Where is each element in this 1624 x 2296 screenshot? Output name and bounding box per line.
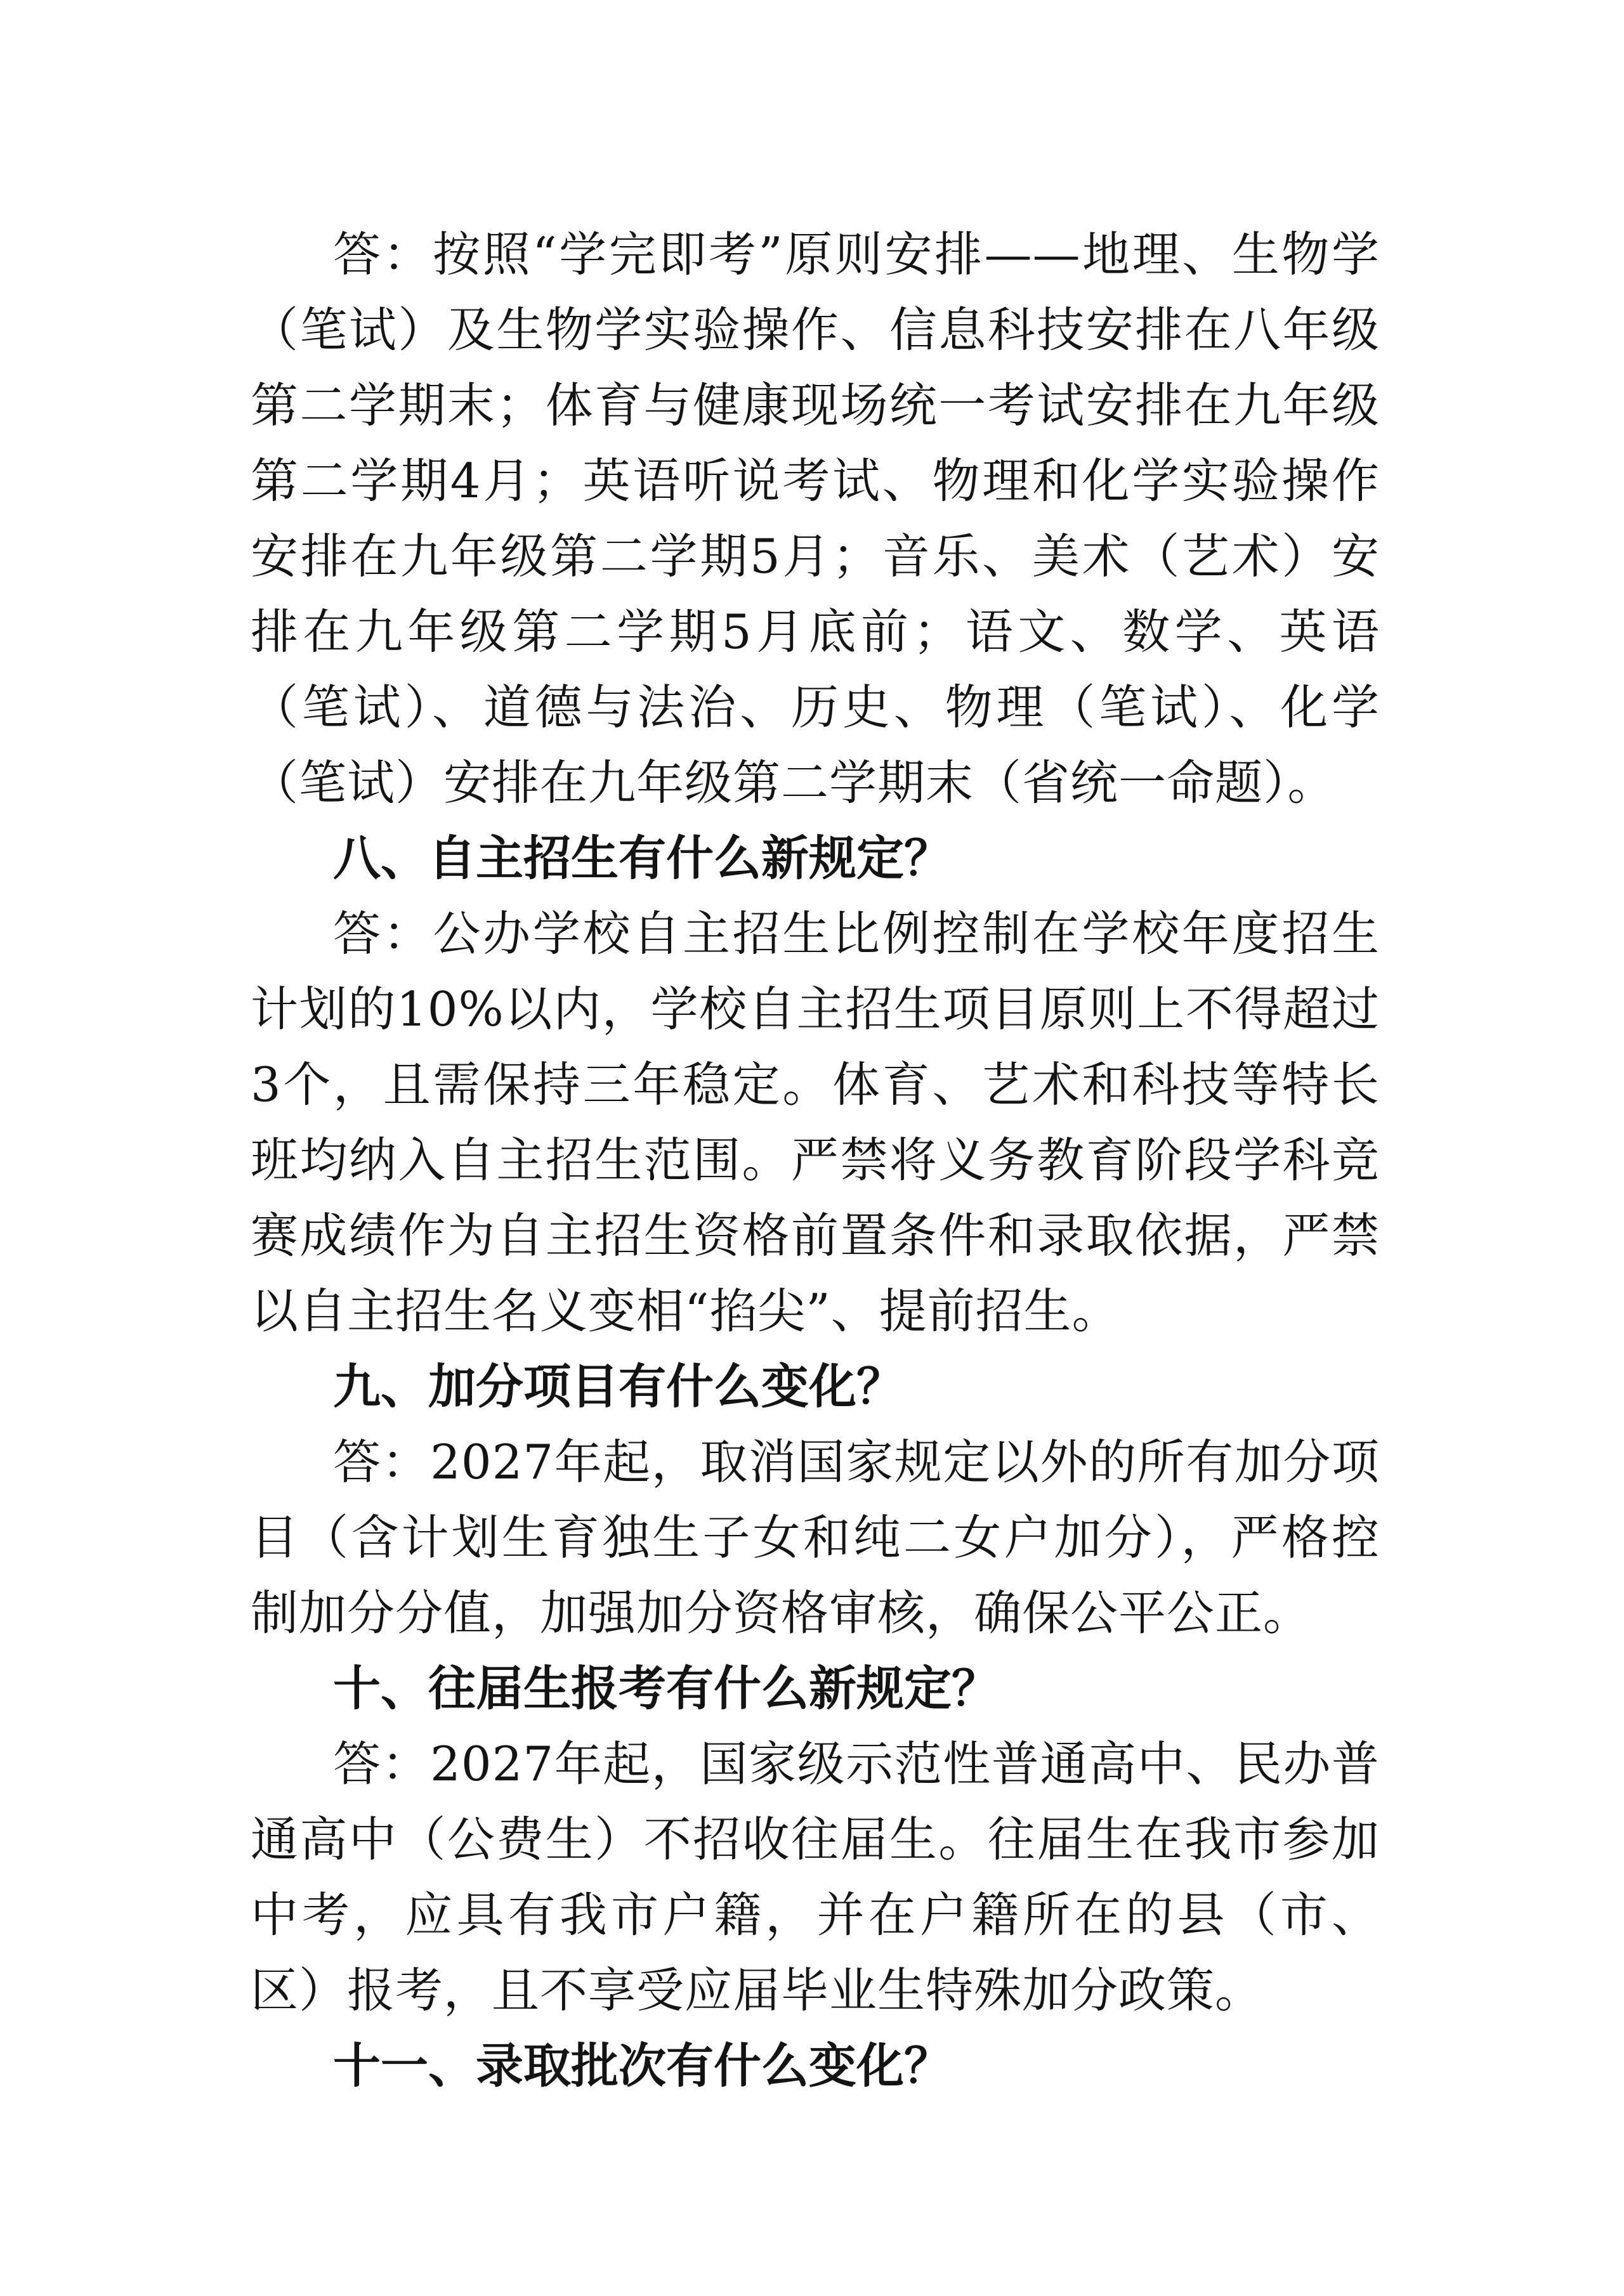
section-heading: 十一、录取批次有什么变化？ bbox=[333, 2038, 952, 2094]
answer-paragraph: 答：按照“学完即考”原则安排——地理、生物学（笔试）及生物学实验操作、信息科技安排在八年级第二学期末；体育与健康现场统一考试安排在九年级第二学期4月；英语听说考试、物理和化学实验操作安排在九年级第二学期5月；音乐、美术（艺术）安排在九年级第二学期5月底前；语文、数学、英语（笔试）、道德与法治、历史、物理（笔试）、化学（笔试）安排在九年级第二学期末（省统一命题）。 bbox=[251, 226, 1380, 811]
section-heading: 八、自主招生有什么新规定？ bbox=[333, 830, 952, 886]
answer-paragraph: 答：公办学校自主招生比例控制在学校年度招生计划的10%以内，学校自主招生项目原则上不得超过3个，且需保持三年稳定。体育、艺术和科技等特长班均纳入自主招生范围。严禁将义务教育阶段学科竞赛成绩作为自主招生资格前置条件和录取依据，严禁以自主招生名义变相“掐尖”、提前招生。 bbox=[251, 906, 1380, 1339]
answer-paragraph: 答：2027年起，取消国家规定以外的所有加分项目（含计划生育独生子女和纯二女户加分），严格控制加分分值，加强加分资格审核，确保公平公正。 bbox=[251, 1434, 1380, 1641]
section-heading: 九、加分项目有什么变化？ bbox=[333, 1359, 905, 1414]
section-heading: 十、往届生报考有什么新规定？ bbox=[333, 1660, 1000, 1716]
document-body bbox=[251, 217, 1380, 2104]
answer-paragraph: 答：2027年起，国家级示范性普通高中、民办普通高中（公费生）不招收往届生。往届生在我市参加中考，应具有我市户籍，并在户籍所在的县（市、区）报考，且不享受应届毕业生特殊加分政策。 bbox=[251, 1736, 1380, 2018]
